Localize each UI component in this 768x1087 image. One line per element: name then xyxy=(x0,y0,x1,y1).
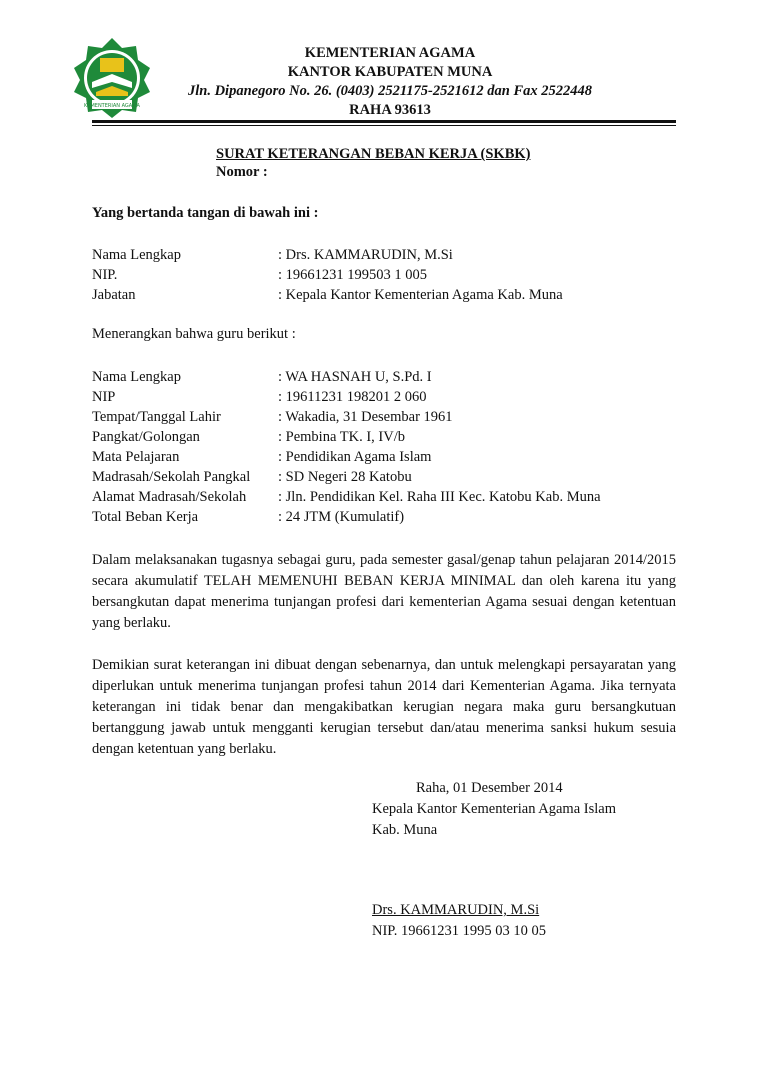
field-value: : WA HASNAH U, S.Pd. I xyxy=(278,369,432,385)
field-label: Pangkat/Golongan xyxy=(92,429,200,445)
field-row xyxy=(92,427,682,447)
field-value: : 19611231 198201 2 060 xyxy=(278,389,427,405)
letterhead-line2: KANTOR KABUPATEN MUNA xyxy=(287,64,493,80)
field-row xyxy=(92,265,682,285)
field-row xyxy=(92,245,682,265)
field-row xyxy=(92,447,682,467)
field-value: : 19661231 199503 1 005 xyxy=(278,267,428,283)
field-row xyxy=(92,487,682,507)
signer-office: Kab. Muna xyxy=(372,822,438,838)
field-label: Alamat Madrasah/Sekolah xyxy=(92,489,247,505)
field-label: Madrasah/Sekolah Pangkal xyxy=(92,469,251,485)
field-value: : Drs. KAMMARUDIN, M.Si xyxy=(278,247,453,263)
signer-identity xyxy=(372,900,672,942)
field-value: : Jln. Pendidikan Kel. Raha III Kec. Katobu Kab. Muna xyxy=(278,489,601,505)
ministry-logo xyxy=(70,36,154,120)
header-divider-thin xyxy=(92,125,676,126)
letterhead-address: Jln. Dipanegoro No. 26. (0403) 2521175-2521612 dan Fax 2522448 xyxy=(187,83,592,99)
letter-title: SURAT KETERANGAN BEBAN KERJA (SKBK) xyxy=(216,146,531,162)
signer-fields xyxy=(92,245,682,305)
field-label: NIP xyxy=(92,389,116,405)
field-label: Total Beban Kerja xyxy=(92,509,199,525)
body-paragraph-1: Dalam melaksanakan tugasnya sebagai guru, pada semester gasal/genap tahun pelajaran 2014/2015 secara akumulatif TELAH MEMENUHI BEBAN KERJA MINIMAL dan oleh karena itu yang bersangkutan dapat menerima tunjangan profesi dari kementerian Agama sesuai dengan ketentuan yang berlaku. xyxy=(92,552,676,631)
letter-number: Nomor : xyxy=(216,164,268,180)
teacher-fields xyxy=(92,367,682,527)
field-row xyxy=(92,367,682,387)
field-row xyxy=(92,467,682,487)
field-value: : Pembina TK. I, IV/b xyxy=(278,429,405,445)
field-label: Jabatan xyxy=(92,287,136,303)
signature-block xyxy=(372,778,672,841)
field-row xyxy=(92,507,682,527)
field-row xyxy=(92,407,682,427)
intro-text: Yang bertanda tangan di bawah ini : xyxy=(92,205,319,221)
field-value: : 24 JTM (Kumulatif) xyxy=(278,509,405,525)
letterhead xyxy=(160,44,620,120)
field-row xyxy=(92,285,682,305)
field-value: : Wakadia, 31 Desembar 1961 xyxy=(278,409,453,425)
logo-text: KEMENTERIAN AGAMA xyxy=(84,103,140,109)
field-label: Nama Lengkap xyxy=(92,247,181,263)
field-value: : Kepala Kantor Kementerian Agama Kab. Muna xyxy=(278,287,563,303)
letterhead-line1: KEMENTERIAN AGAMA xyxy=(304,45,476,61)
field-value: : Pendidikan Agama Islam xyxy=(278,449,432,465)
place-date: Raha, 01 Desember 2014 xyxy=(416,780,563,796)
signer-position: Kepala Kantor Kementerian Agama Islam xyxy=(372,801,616,817)
statement-text: Menerangkan bahwa guru berikut : xyxy=(92,326,296,342)
signer-nip: NIP. 19661231 1995 03 10 05 xyxy=(372,923,547,939)
field-label: Nama Lengkap xyxy=(92,369,181,385)
field-value: : SD Negeri 28 Katobu xyxy=(278,469,412,485)
header-divider-thick xyxy=(92,120,676,123)
field-label: Mata Pelajaran xyxy=(92,449,180,465)
letterhead-postal: RAHA 93613 xyxy=(349,102,431,118)
body-paragraph-2: Demikian surat keterangan ini dibuat dengan sebenarnya, dan untuk melengkapi persayaratan yang diperlukan untuk menerima tunjangan profesi tahun 2014 dari Kementerian Agama. Jika ternyata keterangan ini tidak benar dan mengakibatkan kerugian negara maka guru bersangkutuan bertanggung jawab untuk mengganti kerugian tersebut dan/atau menerima sanksi hukum sesuia dengan ketentuan yang berlaku. xyxy=(92,657,676,757)
field-label: NIP. xyxy=(92,267,118,283)
field-label: Tempat/Tanggal Lahir xyxy=(92,409,221,425)
field-row xyxy=(92,387,682,407)
signer-name: Drs. KAMMARUDIN, M.Si xyxy=(372,902,540,918)
